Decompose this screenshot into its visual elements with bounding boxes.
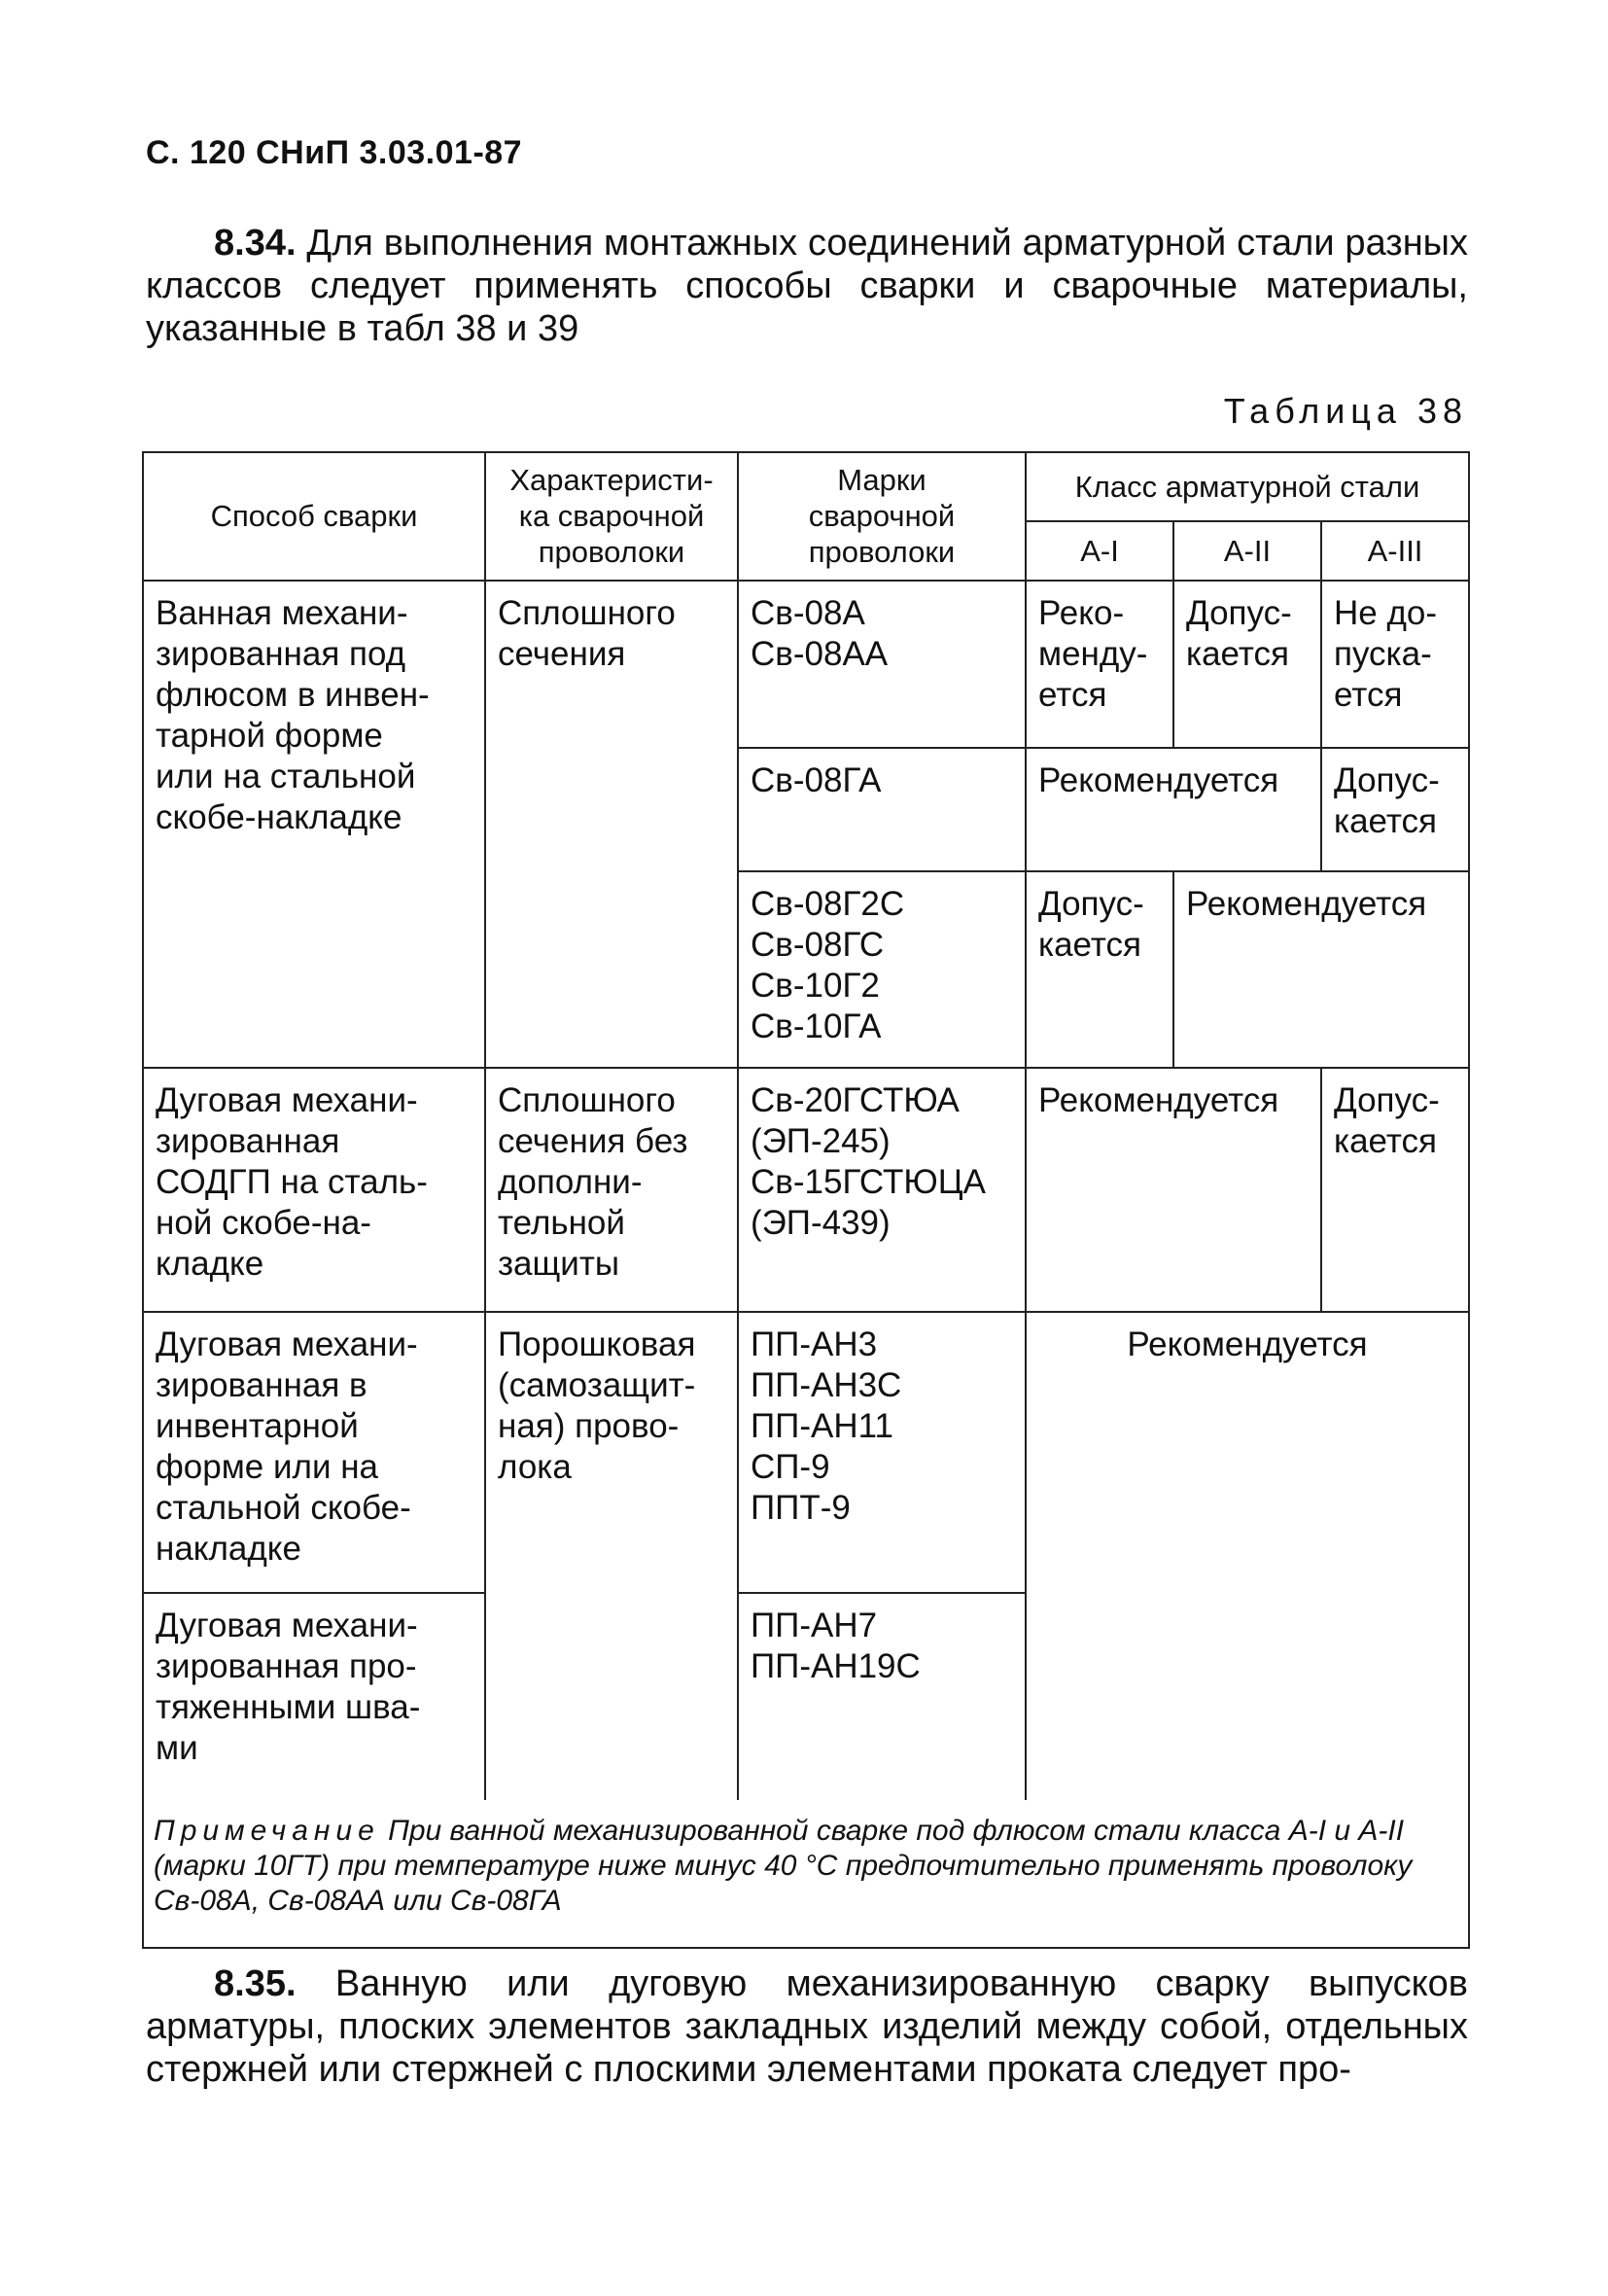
header-class-a2: А-II <box>1173 521 1321 581</box>
row1-grades-1: Св-08А Св-08АА <box>738 581 1026 748</box>
row1-method: Ванная механи- зированная под флюсом в инвен- тарной форме или на стальной скобе-накладке <box>143 581 485 1069</box>
table-label: Таблица 38 <box>1223 391 1468 431</box>
row3-row4-all-classes: Рекомендуется <box>1026 1312 1469 1800</box>
row4-grades: ПП-АН7 ПП-АН19С <box>738 1593 1026 1800</box>
row3-method: Дуговая механи- зированная в инвентарной форме или на стальной скобе- накладке <box>143 1312 485 1593</box>
header-class-a1: А-I <box>1026 521 1173 581</box>
row2-method: Дуговая механи- зированная СОДГП на сталь- ной скобе-на- кладке <box>143 1068 485 1312</box>
header-steel-class: Класс арматурной стали <box>1026 452 1469 521</box>
welding-table <box>142 451 1470 1949</box>
paragraph-8-35 <box>146 1962 1468 2091</box>
row2-characteristic: Сплошного сечения без дополни- тельной защиты <box>485 1068 738 1312</box>
row1-characteristic: Сплошного сечения <box>485 581 738 1069</box>
paragraph-number: 8.34. <box>214 223 297 264</box>
page-header: С. 120 СНиП 3.03.01-87 <box>146 134 523 171</box>
row3-characteristic: Порошковая (самозащит- ная) прово- лока <box>485 1312 738 1800</box>
header-wire-grades: Марки сварочной проволоки <box>738 452 1026 581</box>
row1-grades-1-a1: Реко- менду- ется <box>1026 581 1173 748</box>
header-wire-characteristic: Характеристи- ка сварочной проволоки <box>485 452 738 581</box>
paragraph-8-34 <box>146 222 1468 350</box>
note-text: При ванной механизированной сварке под флюсом стали класса А-I и А-II (марки 10ГТ) при температуре ниже минус 40 °С предпочтительно применять проволоку Св-08А, Св-08АА или Св-08ГА <box>154 1814 1413 1917</box>
row4-method: Дуговая механи- зированная про- тяженными шва- ми <box>143 1593 485 1800</box>
row3-grades: ПП-АН3 ПП-АН3С ПП-АН11 СП-9 ППТ-9 <box>738 1312 1026 1593</box>
row2-a1-a2: Рекомендуется <box>1026 1068 1321 1312</box>
row1-grades-2-a3: Допус- кается <box>1321 748 1469 871</box>
header-class-a3: А-III <box>1321 521 1469 581</box>
paragraph-text: Для выполнения монтажных соединений арматурной стали разных классов следует применять способы сварки и сварочные материалы, указанные в табл 38 и 39 <box>146 223 1468 349</box>
header-method: Способ сварки <box>143 452 485 581</box>
row1-grades-3: Св-08Г2С Св-08ГС Св-10Г2 Св-10ГА <box>738 871 1026 1069</box>
row1-grades-2: Св-08ГА <box>738 748 1026 871</box>
row1-grades-3-a2-a3: Рекомендуется <box>1173 871 1469 1069</box>
note-label: Примечание <box>154 1814 380 1847</box>
row1-grades-2-a1-a2: Рекомендуется <box>1026 748 1321 871</box>
row2-grades: Св-20ГСТЮА (ЭП-245) Св-15ГСТЮЦА (ЭП-439) <box>738 1068 1026 1312</box>
row1-grades-1-a3: Не до- пуска- ется <box>1321 581 1469 748</box>
table-note <box>143 1800 1469 1948</box>
row2-a3: Допус- кается <box>1321 1068 1469 1312</box>
paragraph-number: 8.35. <box>214 1963 297 2004</box>
row1-grades-1-a2: Допус- кается <box>1173 581 1321 748</box>
row1-grades-3-a1: Допус- кается <box>1026 871 1173 1069</box>
paragraph-text: Ванную или дуговую механизированную сварку выпусков арматуры, плоских элементов закладных изделий между собой, отдельных стержней или стержней с плоскими элементами проката следует про- <box>146 1963 1468 2090</box>
